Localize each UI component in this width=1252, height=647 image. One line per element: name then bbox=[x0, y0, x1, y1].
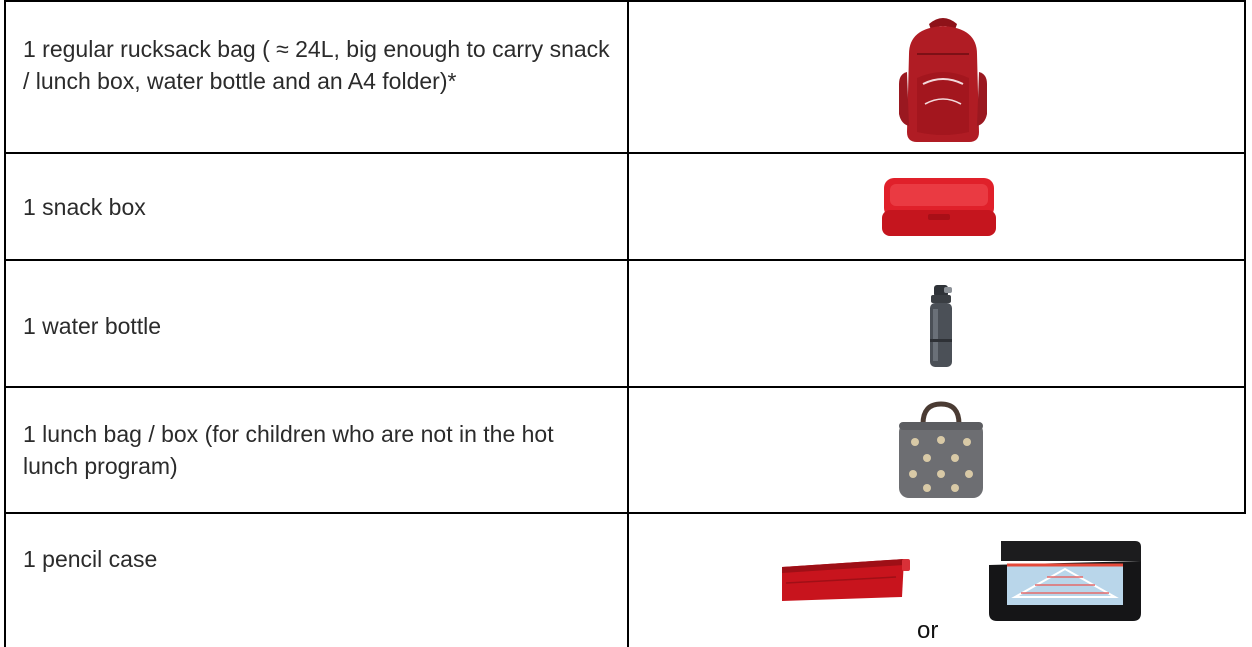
item-label-water-bottle: 1 water bottle bbox=[23, 313, 162, 339]
row-divider bbox=[4, 259, 1246, 261]
item-label-pencil-case: 1 pencil case bbox=[23, 546, 158, 572]
lunch-bag-image bbox=[893, 400, 989, 502]
row-divider bbox=[4, 386, 1246, 388]
pencil-case-open-image bbox=[985, 535, 1145, 625]
backpack-image bbox=[895, 14, 991, 146]
item-label-lunch-bag: 1 lunch bag / box (for children who are not in the hot lunch program) bbox=[23, 421, 554, 479]
or-separator: or bbox=[917, 617, 939, 644]
column-divider bbox=[627, 0, 629, 647]
row-divider bbox=[4, 152, 1246, 154]
water-bottle-image bbox=[926, 283, 956, 371]
table-border-right bbox=[1244, 0, 1246, 514]
table-border-top bbox=[4, 0, 1246, 2]
item-label-snack-box: 1 snack box bbox=[23, 194, 146, 220]
snack-box-image bbox=[880, 172, 998, 242]
table-border-left bbox=[4, 0, 6, 647]
row-divider bbox=[4, 512, 1246, 514]
pencil-case-image bbox=[776, 553, 910, 605]
item-label-rucksack: 1 regular rucksack bag ( ≈ 24L, big enough to carry snack / lunch box, water bottle and an A4 folder)* bbox=[23, 36, 610, 94]
